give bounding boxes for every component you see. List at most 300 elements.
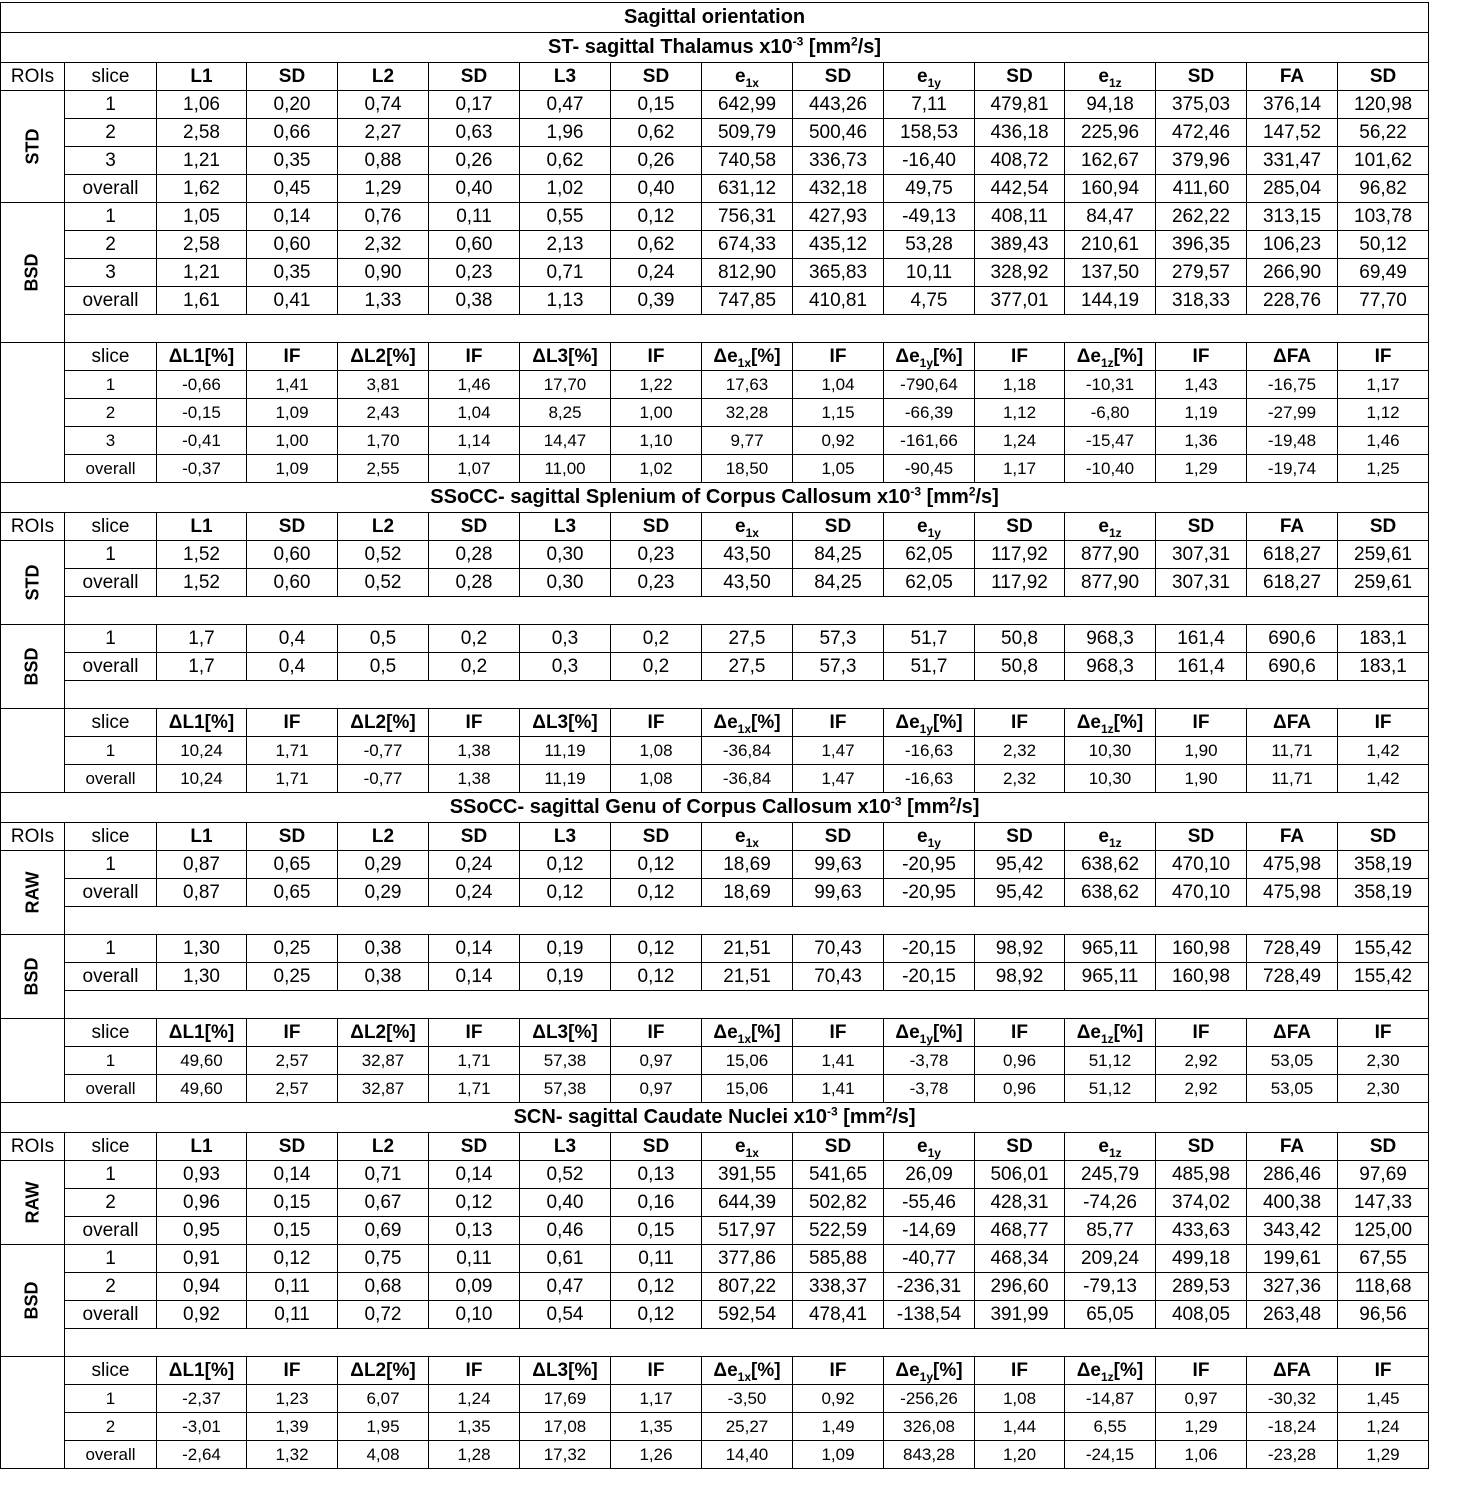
column-header-text: FA (1279, 66, 1305, 87)
exponent: -3 (890, 794, 902, 809)
delta-cell: 1,46 (1338, 427, 1429, 455)
delta-cell: 1,15 (793, 399, 884, 427)
spacer-cell (65, 315, 1429, 343)
delta-cell: -0,15 (157, 399, 247, 427)
delta-cell: 1,00 (247, 427, 338, 455)
column-header (520, 513, 611, 541)
column-header-text: SD (1006, 826, 1033, 847)
column-header-text: L3 (553, 66, 577, 87)
column-header (247, 1133, 338, 1161)
delta-row (1, 1075, 1429, 1103)
blank-cell (1, 1019, 65, 1103)
delta-column-header-text: ΔL3[%] (532, 346, 598, 367)
table-cell: 517,97 (702, 1217, 793, 1245)
table-cell: 2,58 (157, 231, 247, 259)
table-cell: 0,23 (611, 569, 702, 597)
delta-column-header (1338, 1357, 1429, 1385)
column-header (429, 1133, 520, 1161)
table-cell: 0,13 (429, 1217, 520, 1245)
delta-column-header-text: ΔL3[%] (532, 1022, 598, 1043)
group-label-text: RAW (22, 1181, 42, 1224)
section-title-text: SSoCC- sagittal Splenium of Corpus Callosum x10 (430, 486, 911, 508)
table-cell: 400,38 (1247, 1189, 1338, 1217)
delta-column-header-text: ΔFA (1273, 346, 1311, 367)
delta-column-header (702, 1019, 793, 1047)
delta-cell: -2,64 (157, 1441, 247, 1469)
table-cell: 1,06 (157, 91, 247, 119)
delta-column-header-text: IF (647, 1360, 665, 1381)
table-cell: 99,63 (793, 851, 884, 879)
table-cell: 502,82 (793, 1189, 884, 1217)
delta-column-header-text: IF (829, 1022, 847, 1043)
delta-column-header-sub: 1z (1100, 721, 1114, 736)
delta-column-header-suffix: [%] (933, 1360, 963, 1381)
table-cell: 0,12 (520, 879, 611, 907)
delta-cell: 1,04 (429, 399, 520, 427)
table-row (1, 1161, 1429, 1189)
delta-column-header (65, 343, 157, 371)
table-cell: 259,61 (1338, 569, 1429, 597)
delta-cell: 1 (65, 371, 157, 399)
column-header-text: SD (278, 826, 306, 847)
table-cell: 0,5 (338, 625, 429, 653)
table-cell: 101,62 (1338, 147, 1429, 175)
delta-cell: 1,47 (793, 737, 884, 765)
table-cell: 740,58 (702, 147, 793, 175)
table-cell: 408,05 (1156, 1301, 1247, 1329)
delta-column-header (1156, 1019, 1247, 1047)
table-cell: 376,14 (1247, 91, 1338, 119)
delta-cell: 1,09 (793, 1441, 884, 1469)
delta-cell: -6,80 (1065, 399, 1156, 427)
table-cell: 0,87 (157, 879, 247, 907)
delta-cell: 1 (65, 1385, 157, 1413)
column-header (157, 63, 247, 91)
delta-cell: 1,35 (611, 1413, 702, 1441)
delta-column-header (1247, 709, 1338, 737)
table-cell: 618,27 (1247, 569, 1338, 597)
table-cell: 728,49 (1247, 963, 1338, 991)
table-cell: 99,63 (793, 879, 884, 907)
delta-cell: -90,45 (884, 455, 975, 483)
delta-cell: 6,07 (338, 1385, 429, 1413)
delta-cell: 10,30 (1065, 737, 1156, 765)
column-header-text: SD (278, 1136, 306, 1157)
table-cell: -49,13 (884, 203, 975, 231)
delta-cell: 1,09 (247, 455, 338, 483)
table-cell: 245,79 (1065, 1161, 1156, 1189)
column-header (1338, 513, 1429, 541)
column-header (429, 63, 520, 91)
delta-cell: 1,32 (247, 1441, 338, 1469)
delta-cell: 1,14 (429, 427, 520, 455)
group-label (1, 91, 65, 203)
delta-cell: 1,08 (975, 1385, 1065, 1413)
table-cell: 0,60 (429, 231, 520, 259)
column-header (611, 823, 702, 851)
table-cell: overall (65, 1217, 157, 1245)
delta-cell: -10,40 (1065, 455, 1156, 483)
spacer-cell (65, 907, 1429, 935)
delta-cell: overall (65, 1441, 157, 1469)
table-cell: 0,93 (157, 1161, 247, 1189)
section-title-row (1, 483, 1429, 513)
delta-cell: -161,66 (884, 427, 975, 455)
column-header (247, 63, 338, 91)
table-cell: 0,40 (429, 175, 520, 203)
delta-column-header-text: ΔL2[%] (350, 346, 416, 367)
delta-column-header (157, 1019, 247, 1047)
table-cell: 161,4 (1156, 625, 1247, 653)
table-cell: 2,27 (338, 119, 429, 147)
delta-cell: 25,27 (702, 1413, 793, 1441)
delta-column-header (1065, 343, 1156, 371)
unit-power: 2 (968, 484, 976, 499)
delta-cell: 1,47 (793, 765, 884, 793)
table-cell: 377,01 (975, 287, 1065, 315)
delta-cell: -3,50 (702, 1385, 793, 1413)
table-cell: 0,68 (338, 1273, 429, 1301)
delta-column-header-text: ΔL2[%] (350, 1360, 416, 1381)
delta-column-header-sub: 1x (737, 721, 752, 736)
table-cell: 436,18 (975, 119, 1065, 147)
delta-cell: 1,29 (1156, 455, 1247, 483)
table-cell: 0,38 (338, 963, 429, 991)
table-cell: 0,12 (611, 203, 702, 231)
delta-column-header (793, 1357, 884, 1385)
column-header (338, 63, 429, 91)
column-header (1156, 63, 1247, 91)
table-cell: 3 (65, 147, 157, 175)
table-cell: 3 (65, 259, 157, 287)
delta-cell: 17,63 (702, 371, 793, 399)
delta-cell: 1,43 (1156, 371, 1247, 399)
delta-column-header-suffix: [%] (933, 346, 963, 367)
table-cell: 0,52 (520, 1161, 611, 1189)
column-header-text: L3 (553, 1136, 577, 1157)
table-cell: 98,92 (975, 963, 1065, 991)
delta-cell: 1,08 (611, 765, 702, 793)
table-cell: 0,28 (429, 569, 520, 597)
delta-column-header-sub: 1y (919, 1031, 934, 1046)
delta-cell: 10,24 (157, 737, 247, 765)
delta-column-header (611, 1357, 702, 1385)
group-label-text: BSD (21, 1281, 42, 1320)
delta-cell: 32,87 (338, 1047, 429, 1075)
column-header-text: e (1098, 516, 1109, 537)
column-header (520, 1133, 611, 1161)
table-cell: 427,93 (793, 203, 884, 231)
table-cell: 1,62 (157, 175, 247, 203)
column-header-sub: 1y (927, 75, 941, 90)
spacer-cell (65, 597, 1429, 625)
table-cell: -20,15 (884, 963, 975, 991)
column-header-row (1, 513, 1429, 541)
delta-column-header-text: IF (465, 346, 483, 367)
delta-cell: 1,71 (429, 1075, 520, 1103)
table-cell: -16,40 (884, 147, 975, 175)
table-cell: 0,63 (429, 119, 520, 147)
column-header-text: e (917, 1136, 928, 1157)
delta-column-header-text: IF (283, 1360, 301, 1381)
table-cell: 51,7 (884, 653, 975, 681)
delta-cell: -256,26 (884, 1385, 975, 1413)
delta-cell: 1,19 (1156, 399, 1247, 427)
column-header-text: FA (1279, 1136, 1305, 1157)
table-cell: 690,6 (1247, 625, 1338, 653)
delta-column-header-sub: 1y (919, 1369, 934, 1384)
delta-column-header (1338, 1019, 1429, 1047)
table-cell: 67,55 (1338, 1245, 1429, 1273)
delta-cell: -0,77 (338, 765, 429, 793)
table-cell: 0,38 (338, 935, 429, 963)
section-title-text: SSoCC- sagittal Genu of Corpus Callosum x10 (449, 796, 891, 818)
table-cell: 391,55 (702, 1161, 793, 1189)
delta-header-row (1, 709, 1429, 737)
table-row (1, 851, 1429, 879)
delta-column-header (338, 1357, 429, 1385)
column-header (65, 513, 157, 541)
table-row (1, 231, 1429, 259)
table-cell: 183,1 (1338, 625, 1429, 653)
delta-cell: 1 (65, 737, 157, 765)
table-cell: 57,3 (793, 653, 884, 681)
column-header-sub: 1x (745, 835, 759, 850)
group-label (1, 1161, 65, 1245)
delta-column-header (65, 1019, 157, 1047)
table-cell: 0,14 (429, 963, 520, 991)
column-header-text: L1 (190, 1136, 213, 1157)
delta-column-header-text: Δe (713, 1022, 738, 1043)
delta-column-header-sub: 1y (919, 355, 934, 370)
column-header (157, 513, 247, 541)
column-header-text: SD (642, 826, 670, 847)
table-cell: 638,62 (1065, 851, 1156, 879)
delta-column-header-text: slice (91, 712, 130, 733)
column-header-text: slice (91, 66, 130, 87)
delta-column-header (520, 1357, 611, 1385)
delta-column-header (247, 343, 338, 371)
delta-cell: 1,36 (1156, 427, 1247, 455)
column-header-text: SD (642, 516, 670, 537)
table-cell: 0,19 (520, 935, 611, 963)
table-cell: 160,98 (1156, 963, 1247, 991)
table-cell: 0,24 (611, 259, 702, 287)
delta-column-header-sub: 1z (1100, 1031, 1114, 1046)
table-cell: 95,42 (975, 879, 1065, 907)
rois-header: ROIs (1, 513, 65, 541)
delta-column-header-text: IF (465, 1360, 483, 1381)
table-cell: 18,69 (702, 851, 793, 879)
table-row (1, 91, 1429, 119)
table-cell: 592,54 (702, 1301, 793, 1329)
table-cell: 327,36 (1247, 1273, 1338, 1301)
group-label-text: RAW (22, 871, 42, 914)
table-cell: 62,05 (884, 569, 975, 597)
table-cell: 51,7 (884, 625, 975, 653)
table-cell: -40,77 (884, 1245, 975, 1273)
delta-cell: 1,41 (247, 371, 338, 399)
column-header-text: SD (1006, 516, 1033, 537)
table-cell: 225,96 (1065, 119, 1156, 147)
column-header (65, 1133, 157, 1161)
column-header (65, 823, 157, 851)
column-header-row (1, 823, 1429, 851)
delta-column-header-text: IF (1011, 712, 1028, 733)
delta-column-header (429, 1019, 520, 1047)
column-header (247, 513, 338, 541)
group-label-text: BSD (21, 957, 42, 996)
group-label (1, 851, 65, 935)
delta-column-header (520, 709, 611, 737)
delta-cell: 1,05 (793, 455, 884, 483)
table-cell: 408,11 (975, 203, 1065, 231)
delta-cell: 1,35 (429, 1413, 520, 1441)
table-cell: 147,33 (1338, 1189, 1429, 1217)
delta-column-header (1247, 343, 1338, 371)
group-label-text: STD (22, 564, 42, 601)
table-cell: 1,29 (338, 175, 429, 203)
table-cell: 0,23 (429, 259, 520, 287)
delta-column-header-text: ΔL3[%] (532, 1360, 598, 1381)
table-cell: 1 (65, 1245, 157, 1273)
table-row (1, 963, 1429, 991)
delta-cell: 2 (65, 399, 157, 427)
table-cell: 21,51 (702, 935, 793, 963)
column-header-text: e (1098, 66, 1109, 87)
delta-column-header (975, 343, 1065, 371)
table-cell: 374,02 (1156, 1189, 1247, 1217)
table-cell: 50,8 (975, 653, 1065, 681)
delta-cell: -0,37 (157, 455, 247, 483)
table-cell: 432,18 (793, 175, 884, 203)
delta-column-header-sub: 1x (737, 355, 752, 370)
table-cell: 522,59 (793, 1217, 884, 1245)
table-cell: 2,32 (338, 231, 429, 259)
table-cell: 509,79 (702, 119, 793, 147)
table-cell: 0,11 (247, 1273, 338, 1301)
table-cell: 0,55 (520, 203, 611, 231)
table-cell: 147,52 (1247, 119, 1338, 147)
delta-column-header-text: Δe (713, 346, 738, 367)
column-header-text: e (917, 826, 928, 847)
delta-cell: -0,41 (157, 427, 247, 455)
table-cell: 0,2 (429, 653, 520, 681)
main-title-row (1, 3, 1429, 33)
table-cell: 1 (65, 1161, 157, 1189)
delta-column-header-sub: 1y (919, 721, 934, 736)
delta-column-header-text: IF (829, 346, 847, 367)
table-cell: 812,90 (702, 259, 793, 287)
delta-cell: -790,64 (884, 371, 975, 399)
table-cell: 1,52 (157, 569, 247, 597)
table-cell: 0,87 (157, 851, 247, 879)
table-cell: 0,15 (611, 1217, 702, 1245)
delta-cell: 57,38 (520, 1047, 611, 1075)
column-header-sub: 1z (1108, 75, 1122, 90)
delta-cell: -16,63 (884, 765, 975, 793)
delta-column-header-text: ΔFA (1273, 1360, 1311, 1381)
unit-text: [mm (843, 1106, 886, 1128)
table-cell: 155,42 (1338, 963, 1429, 991)
delta-cell: 2,32 (975, 737, 1065, 765)
table-cell: 0,40 (520, 1189, 611, 1217)
table-cell: -20,95 (884, 879, 975, 907)
column-header (520, 823, 611, 851)
table-cell: 1,61 (157, 287, 247, 315)
delta-cell: 49,60 (157, 1047, 247, 1075)
delta-cell: -3,78 (884, 1075, 975, 1103)
table-cell: 0,15 (247, 1217, 338, 1245)
delta-row (1, 1047, 1429, 1075)
table-cell: 638,62 (1065, 879, 1156, 907)
delta-column-header (338, 1019, 429, 1047)
column-header-text: SD (460, 516, 488, 537)
spacer-cell (65, 681, 1429, 709)
column-header-text: SD (824, 516, 852, 537)
column-header (247, 823, 338, 851)
delta-cell: 1,41 (793, 1047, 884, 1075)
table-cell: 0,12 (247, 1245, 338, 1273)
delta-column-header-suffix: [%] (751, 1360, 781, 1381)
table-cell: 120,98 (1338, 91, 1429, 119)
table-cell: 1,52 (157, 541, 247, 569)
delta-column-header-text: IF (1192, 712, 1210, 733)
delta-column-header-text: slice (91, 346, 130, 367)
table-cell: 0,95 (157, 1217, 247, 1245)
table-cell: 0,71 (520, 259, 611, 287)
table-cell: 642,99 (702, 91, 793, 119)
delta-cell: 1,18 (975, 371, 1065, 399)
delta-column-header-sub: 1x (737, 1369, 752, 1384)
delta-column-header (975, 1019, 1065, 1047)
table-cell: 0,35 (247, 147, 338, 175)
table-cell: 160,94 (1065, 175, 1156, 203)
column-header-text: slice (91, 826, 130, 847)
delta-cell: 326,08 (884, 1413, 975, 1441)
column-header-text: SD (460, 66, 488, 87)
table-cell: 968,3 (1065, 625, 1156, 653)
table-cell: 0,62 (611, 119, 702, 147)
section-title-row (1, 33, 1429, 63)
table-cell: 0,17 (429, 91, 520, 119)
delta-cell: 51,12 (1065, 1047, 1156, 1075)
unit-end-text: /s] (975, 486, 999, 508)
table-cell: 7,11 (884, 91, 975, 119)
table-cell: 965,11 (1065, 963, 1156, 991)
column-header (1065, 513, 1156, 541)
delta-cell: overall (65, 455, 157, 483)
column-header-text: SD (1006, 66, 1033, 87)
delta-column-header-text: IF (647, 712, 665, 733)
delta-column-header-text: slice (91, 1022, 130, 1043)
delta-cell: 1,29 (1156, 1413, 1247, 1441)
table-cell: 0,11 (247, 1301, 338, 1329)
table-cell: 0,20 (247, 91, 338, 119)
exponent: -3 (910, 484, 922, 499)
table-cell: 318,33 (1156, 287, 1247, 315)
table-cell: 0,15 (611, 91, 702, 119)
delta-column-header-text: slice (91, 1360, 130, 1381)
spacer-row (1, 907, 1429, 935)
column-header-text: SD (1187, 826, 1215, 847)
table-cell: 0,09 (429, 1273, 520, 1301)
spacer-row (1, 597, 1429, 625)
table-cell: 2,58 (157, 119, 247, 147)
table-cell: 0,60 (247, 569, 338, 597)
table-cell: 2 (65, 119, 157, 147)
delta-column-header (884, 709, 975, 737)
